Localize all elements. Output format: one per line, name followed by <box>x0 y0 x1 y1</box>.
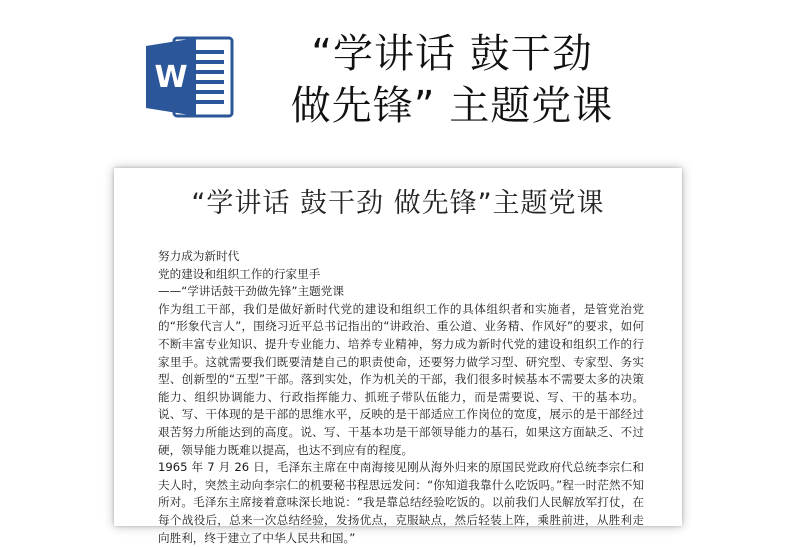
word-document-icon <box>144 34 236 120</box>
document-title: “学讲话 鼓干劲 做先锋”主题党课 <box>191 188 605 219</box>
banner-title-line2: 做先锋” 主题党课 <box>290 83 614 129</box>
banner-title <box>252 28 652 132</box>
intro-line: 努力成为新时代 <box>158 249 240 263</box>
document-preview <box>114 168 682 545</box>
paragraph: 作为组工干部，我们是做好新时代党的建设和组织工作的具体组织者和实施者，是管党治党的“形象代言人”，围绕习近平总书记指出的“讲政治、重公道、业务精、作风好”的要求，如何不断丰富专业知识、提升专业能力、培养专业精神，努力成为新时代党的建设和组织工作的行家里手。这就需要我们既要清楚自己的职责使命，还要努力做学习型、研究型、专家型、务实型、创新型的“五型”干部。落到实处，作为机关的干部，我们很多时候基本不需要太多的决策能力、组织协调能力、行政指挥能力、抓班子带队伍能力，而是需要说、写、干的基本功。说、写、干体现的是干部的思维水平，反映的是干部适应工作岗位的宽度，展示的是干部经过艰苦努力所能达到的高度。说、写、干基本功是干部领导能力的基石，如果这方面缺乏、不过硬，领导能力既难以提高，也达不到应有的程度。 <box>158 301 644 457</box>
intro-line: 党的建设和组织工作的行家里手 <box>158 266 321 281</box>
word-letter: W <box>154 60 188 95</box>
paragraph: 1965 年 7 月 26 日，毛泽东主席在中南海接见刚从海外归来的原国民党政府代总统李宗仁和夫人时，突然主动向李宗仁的机要秘书程思远发问：“你知道我靠什么吃饭吗。”程一时茫然不知所对。毛泽东主席接着意味深长地说：“我是靠总结经验吃饭的。以前我们人民解放军打仗，在每个战役后，总来一次总结经验，发扬优点，克服缺点，然后轻装上阵，乘胜前进，从胜利走向胜利，终于建立了中华人民共和国。” <box>158 460 644 545</box>
intro-line: ——“学讲话鼓干劲做先锋”主题党课 <box>158 284 344 299</box>
banner-title-line1: “学讲话 鼓干劲 <box>311 31 593 77</box>
document-body <box>158 248 644 547</box>
banner <box>0 0 800 150</box>
